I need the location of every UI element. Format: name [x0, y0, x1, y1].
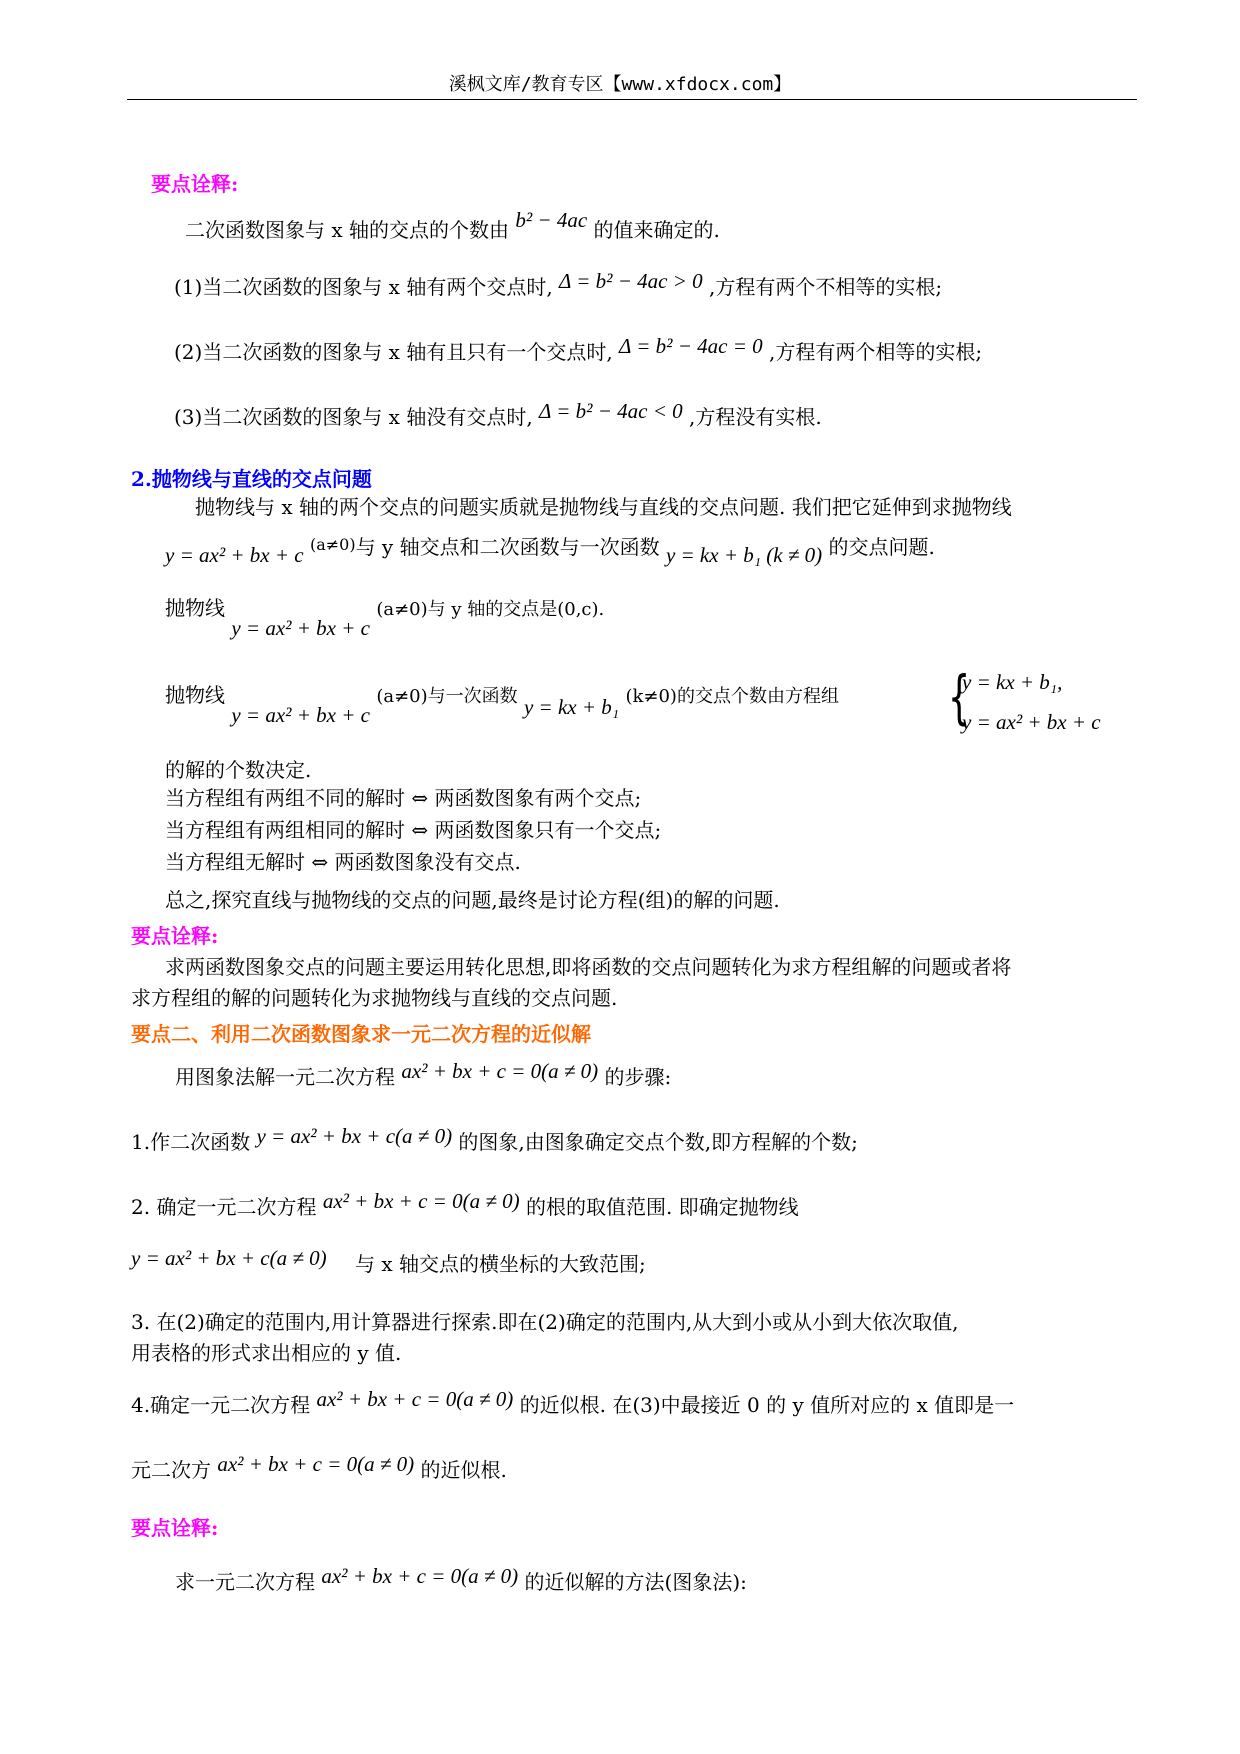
- system-equation-2: y = ax² + bx + c: [962, 710, 1101, 734]
- key-point-note-title: 要点诠释:: [151, 172, 239, 196]
- parabola-formula-3: y = ax² + bx + c: [231, 703, 370, 727]
- rule-two-different-solutions: 当方程组有两组不同的解时 ⇔ 两函数图象有两个交点;: [165, 786, 642, 810]
- case-2-formula: Δ = b² − 4ac = 0: [619, 334, 763, 358]
- method-intro-end: 的步骤:: [604, 1065, 672, 1089]
- summary-text: 总之,探究直线与抛物线的交点的问题,最终是讨论方程(组)的解的问题.: [165, 888, 780, 912]
- final-formula: ax² + bx + c = 0(a ≠ 0): [321, 1564, 519, 1588]
- case-1-formula: Δ = b² − 4ac > 0: [559, 269, 703, 293]
- case-1-text: (1)当二次函数的图象与 x 轴有两个交点时,: [174, 275, 553, 299]
- condition-a-nonzero: (a≠0): [309, 535, 356, 554]
- case-1-result: ,方程有两个不相等的实根;: [708, 275, 943, 299]
- discriminant-formula: b² − 4ac: [515, 208, 588, 232]
- step-4-end: 的近似根.: [420, 1458, 507, 1482]
- key-point-note-title-3: 要点诠释:: [131, 1516, 219, 1540]
- paragraph-3-mid: (a≠0)与一次函数: [376, 686, 518, 707]
- paragraph-1-line-1: 抛物线与 x 轴的两个交点的问题实质就是抛物线与直线的交点问题. 我们把它延伸到求抛物线: [195, 495, 1012, 519]
- linear-function-formula: y = kx + b₁ (k ≠ 0): [665, 543, 823, 567]
- parabola-formula: y = ax² + bx + c: [165, 543, 304, 567]
- case-3-formula: Δ = b² − 4ac < 0: [539, 399, 683, 423]
- step-4-mid: 的近似根. 在(3)中最接近 0 的 y 值所对应的 x 值即是一: [519, 1393, 1015, 1417]
- rule-two-same-solutions: 当方程组有两组相同的解时 ⇔ 两函数图象只有一个交点;: [165, 818, 662, 842]
- step-2-end: 的根的取值范围. 即确定抛物线: [525, 1195, 799, 1219]
- step-3-line-1: 3. 在(2)确定的范围内,用计算器进行探索.即在(2)确定的范围内,从大到小或从小到大依次取值,: [131, 1310, 959, 1334]
- paragraph-2-start: 抛物线: [165, 596, 225, 620]
- section-heading-approx-solution: 要点二、利用二次函数图象求一元二次方程的近似解: [131, 1022, 591, 1046]
- system-equation-1: y = kx + b₁,: [962, 670, 1063, 694]
- step-4-formula: ax² + bx + c = 0(a ≠ 0): [316, 1387, 514, 1411]
- method-intro-start: 用图象法解一元二次方程: [175, 1065, 395, 1089]
- note-line-2: 求方程组的解的问题转化为求抛物线与直线的交点问题.: [131, 986, 618, 1010]
- case-3: [174, 399, 822, 429]
- final-line-end: 的近似解的方法(图象法):: [524, 1570, 747, 1594]
- rule-no-solution: 当方程组无解时 ⇔ 两函数图象没有交点.: [165, 850, 521, 874]
- step-1-start: 1.作二次函数: [131, 1130, 251, 1154]
- intro-text-start: 二次函数图象与 x 轴的交点的个数由: [185, 218, 509, 242]
- header-divider: [127, 99, 1137, 100]
- step-2-start: 2. 确定一元二次方程: [131, 1195, 317, 1219]
- step-4-formula-2: ax² + bx + c = 0(a ≠ 0): [217, 1452, 415, 1476]
- page-header: 溪枫文库/教育专区【www.xfdocx.com】: [448, 74, 792, 95]
- step-4-start: 4.确定一元二次方程: [131, 1393, 311, 1417]
- note-line-1: 求两函数图象交点的问题主要运用转化思想,即将函数的交点问题转化为求方程组解的问题或者将: [165, 955, 1012, 979]
- intro-text-end: 的值来确定的.: [593, 218, 720, 242]
- linear-formula-3: y = kx + b₁: [523, 695, 620, 719]
- paragraph-2: [165, 596, 605, 640]
- paragraph-3: [165, 683, 839, 727]
- step-2-formula: ax² + bx + c = 0(a ≠ 0): [322, 1189, 520, 1213]
- step-1-formula: y = ax² + bx + c(a ≠ 0): [256, 1124, 453, 1148]
- method-intro: [175, 1059, 672, 1089]
- step-4-continued: [131, 1452, 507, 1482]
- intro-text: [185, 208, 720, 242]
- paragraph-3-tail: (k≠0)的交点个数由方程组: [625, 686, 839, 707]
- case-2: [174, 334, 983, 364]
- paragraph-3-start: 抛物线: [165, 683, 225, 707]
- equation-system-brace: {: [948, 663, 971, 731]
- final-line: [175, 1564, 747, 1594]
- case-3-text: (3)当二次函数的图象与 x 轴没有交点时,: [174, 405, 533, 429]
- paragraph-1-mid: 与 y 轴交点和二次函数与一次函数: [355, 535, 660, 559]
- step-3-line-2: 用表格的形式求出相应的 y 值.: [131, 1341, 402, 1365]
- paragraph-1-line-2: [165, 535, 935, 567]
- key-point-note-title-2: 要点诠释:: [131, 924, 219, 948]
- step-4-continued-start: 元二次方: [131, 1458, 211, 1482]
- paragraph-1-end: 的交点问题.: [828, 535, 935, 559]
- case-1: [174, 269, 943, 299]
- paragraph-3-end: 的解的个数决定.: [165, 758, 312, 782]
- step-2-range-text: 与 x 轴交点的横坐标的大致范围;: [354, 1252, 646, 1276]
- case-2-text: (2)当二次函数的图象与 x 轴有且只有一个交点时,: [174, 340, 613, 364]
- step-2: [131, 1189, 799, 1219]
- paragraph-2-end: (a≠0)与 y 轴的交点是(0,c).: [376, 599, 605, 620]
- step-4: [131, 1387, 1015, 1417]
- final-line-start: 求一元二次方程: [175, 1570, 315, 1594]
- parabola-formula-2: y = ax² + bx + c: [231, 616, 370, 640]
- section-heading-parabola-line: 2.抛物线与直线的交点问题: [131, 467, 372, 491]
- case-2-result: ,方程有两个相等的实根;: [768, 340, 983, 364]
- step-2-continued: [131, 1246, 646, 1276]
- case-3-result: ,方程没有实根.: [688, 405, 822, 429]
- quadratic-equation-formula: ax² + bx + c = 0(a ≠ 0): [401, 1059, 599, 1083]
- step-1: [131, 1124, 858, 1154]
- step-2-parabola-formula: y = ax² + bx + c(a ≠ 0): [131, 1246, 327, 1270]
- step-1-end: 的图象,由图象确定交点个数,即方程解的个数;: [458, 1130, 858, 1154]
